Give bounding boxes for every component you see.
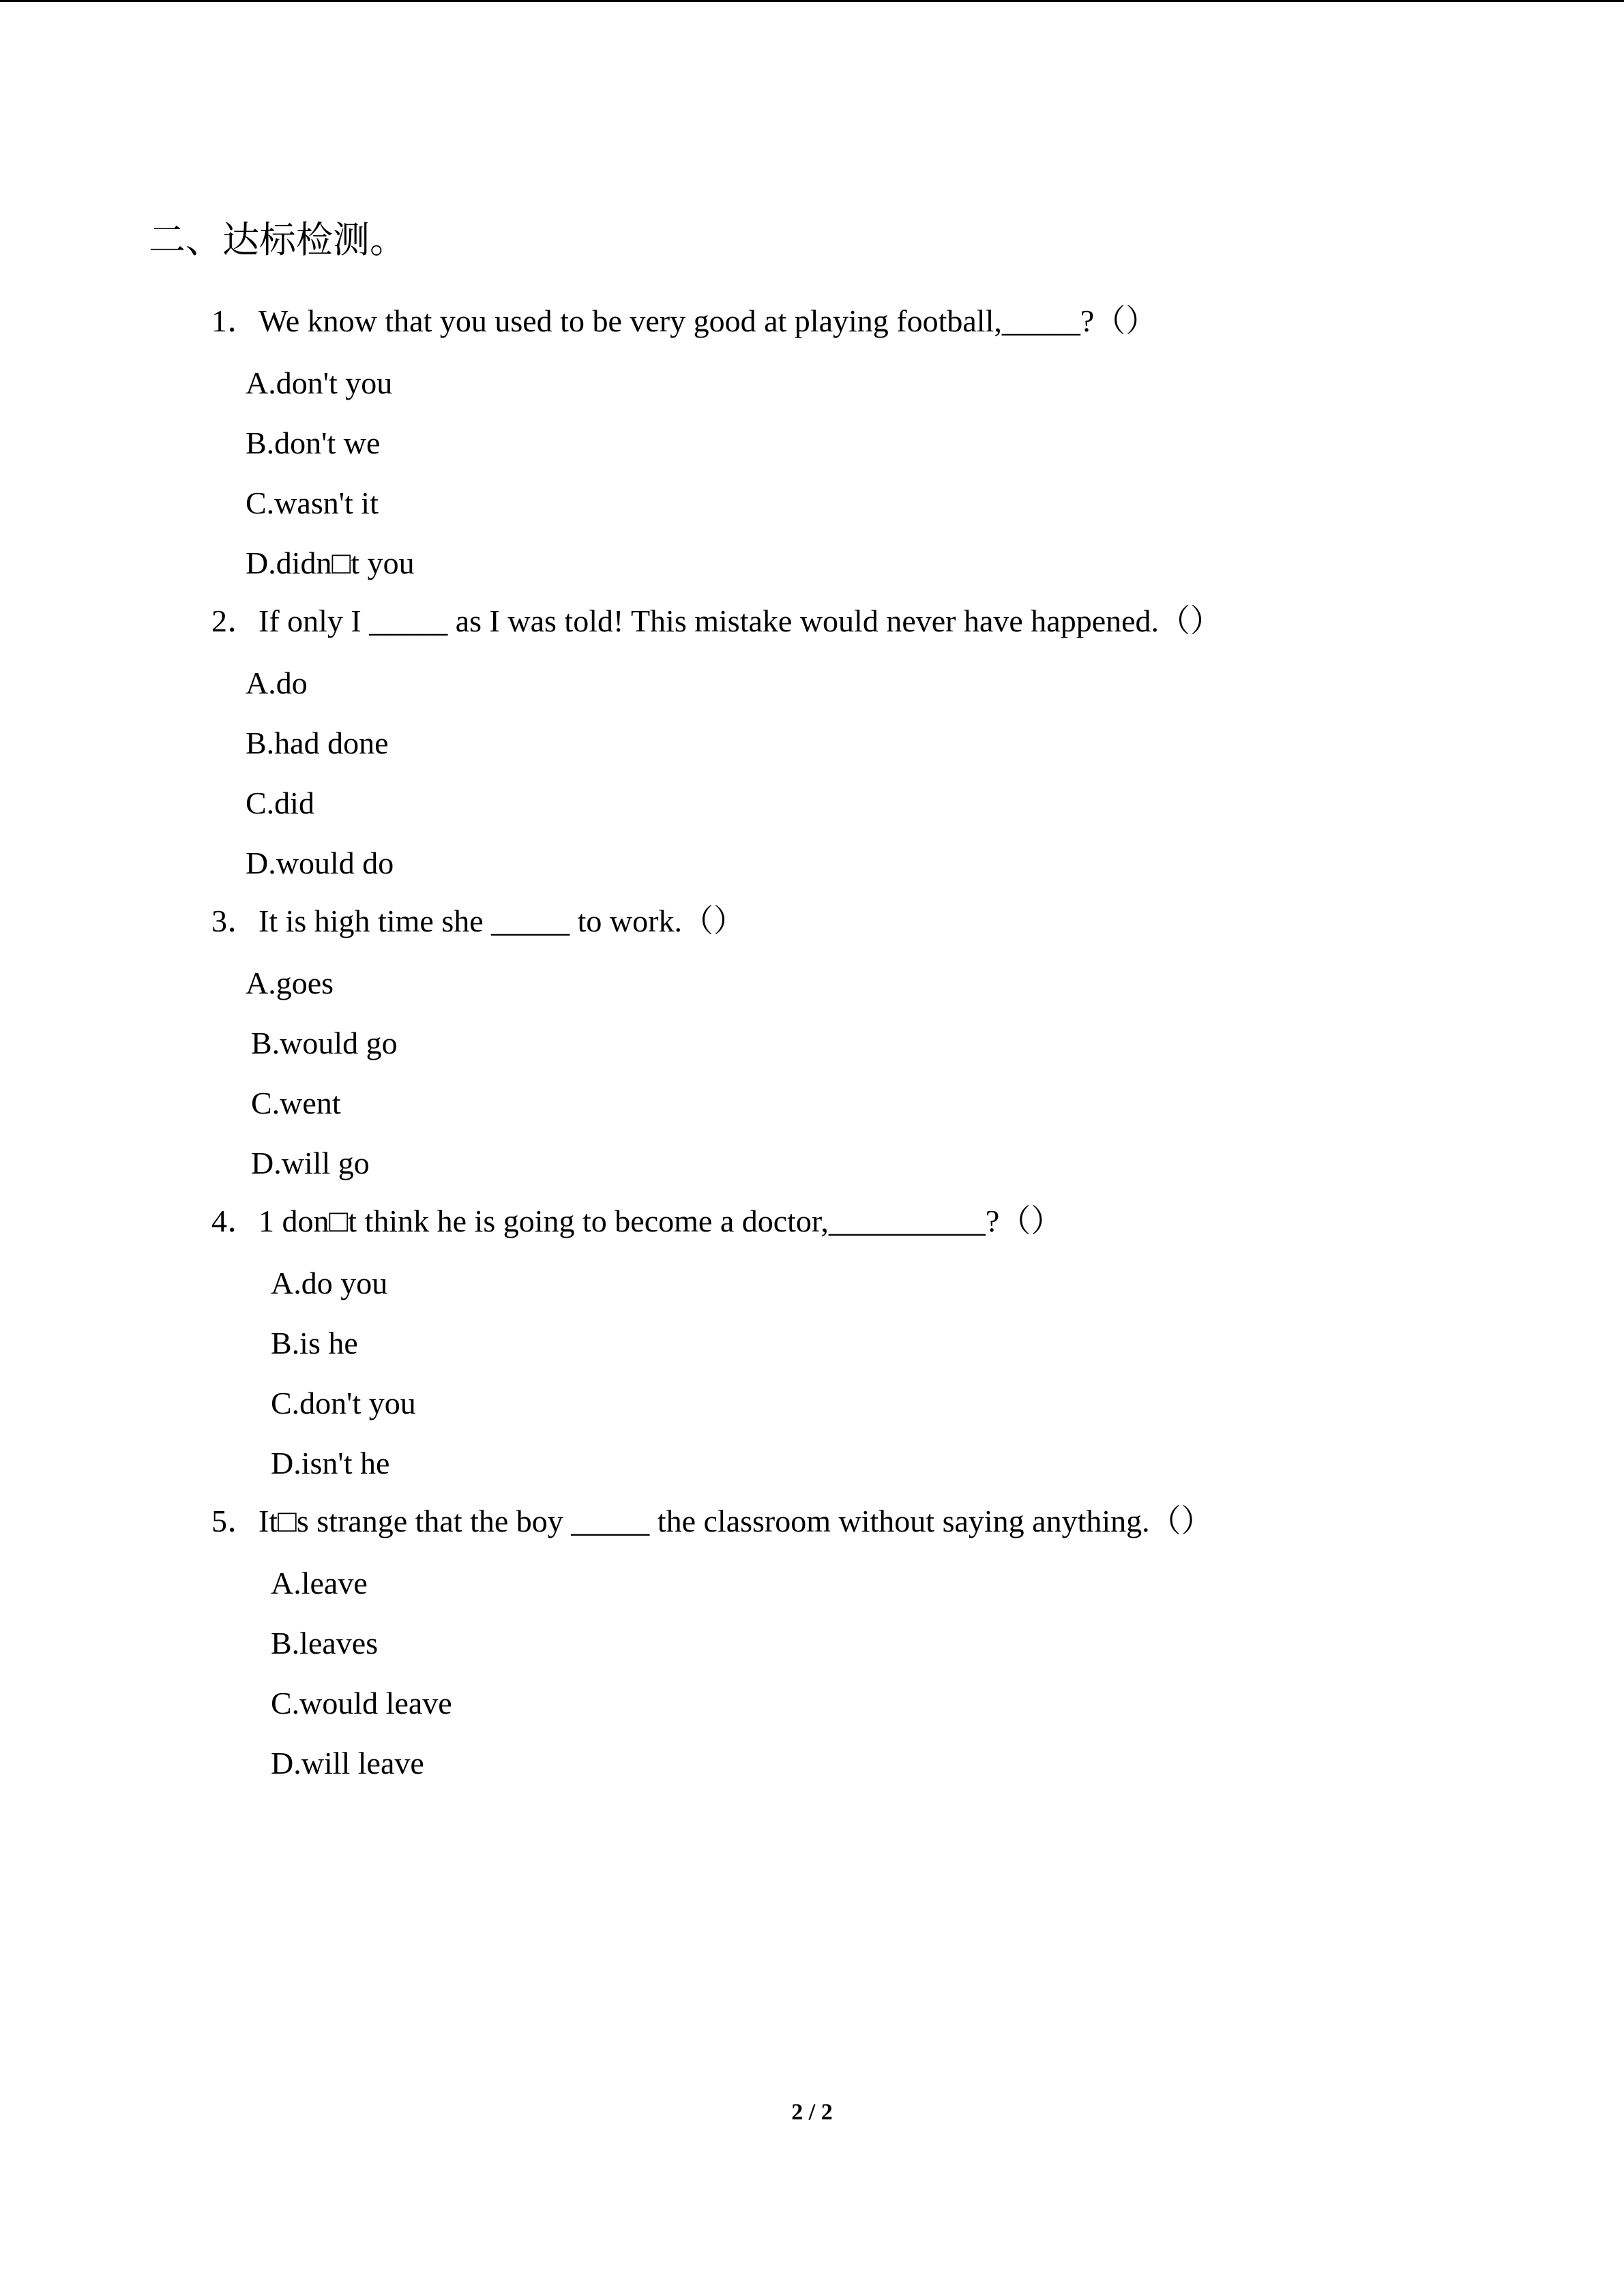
page-number: 2 / 2 xyxy=(791,2100,833,2125)
question-2-option-c: C.did xyxy=(246,786,314,820)
question-2-option-b: B.had done xyxy=(246,726,389,760)
question-4-option-c: C.don't you xyxy=(271,1386,416,1420)
question-1-option-d: D.didn□t you xyxy=(246,546,415,580)
question-3-option-c: C.went xyxy=(251,1086,341,1120)
question-2-option-d: D.would do xyxy=(246,846,394,880)
question-3-stem: 3．It is high time she _____ to work.（） xyxy=(211,904,745,938)
question-1-option-a: A.don't you xyxy=(246,366,393,400)
question-5-option-c: C.would leave xyxy=(271,1686,452,1720)
section-heading: 二、达标检测。 xyxy=(149,218,407,261)
question-2-option-a: A.do xyxy=(246,666,308,700)
question-1-option-c: C.wasn't it xyxy=(246,486,379,520)
question-3-option-d: D.will go xyxy=(251,1146,370,1180)
question-4-option-a: A.do you xyxy=(271,1266,388,1300)
question-4-option-b: B.is he xyxy=(271,1326,358,1360)
question-1-option-b: B.don't we xyxy=(246,426,381,460)
question-5-option-d: D.will leave xyxy=(271,1746,424,1780)
top-border-line xyxy=(0,0,1624,2)
question-1-stem: 1．We know that you used to be very good at playing football,_____?（） xyxy=(211,303,1157,338)
question-2-stem: 2．If only I _____ as I was told! This mistake would never have happened.（） xyxy=(211,603,1222,638)
question-3-option-b: B.would go xyxy=(251,1026,398,1060)
question-4-option-d: D.isn't he xyxy=(271,1446,390,1480)
question-5-option-a: A.leave xyxy=(271,1566,368,1600)
question-5-stem: 5．It□s strange that the boy _____ the classroom without saying anything.（） xyxy=(211,1504,1213,1538)
question-5-option-b: B.leaves xyxy=(271,1626,379,1660)
question-3-option-a: A.goes xyxy=(246,966,334,1000)
question-4-stem: 4．1 don□t think he is going to become a doctor,__________?（） xyxy=(211,1204,1063,1238)
